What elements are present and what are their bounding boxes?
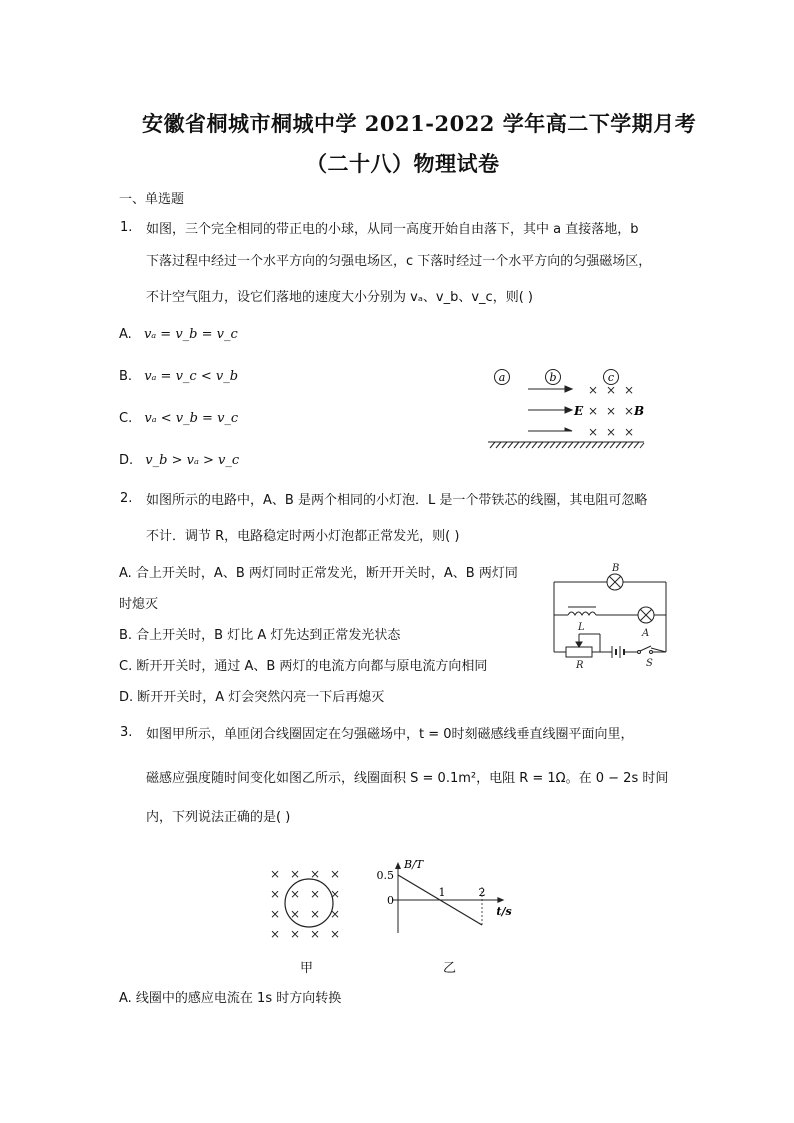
label-B: B bbox=[634, 404, 645, 418]
label-E: E bbox=[574, 404, 584, 418]
svg-text:×: × bbox=[290, 867, 301, 881]
option-label: D. bbox=[119, 453, 134, 468]
svg-text:×: × bbox=[330, 887, 341, 901]
question-number: 3. bbox=[120, 725, 133, 740]
question-text: 磁感应强度随时间变化如图乙所示，线圈面积 S = 0.1m²，电阻 R = 1Ω。在 0 − 2s 时间 bbox=[146, 771, 669, 786]
electric-field-arrows bbox=[528, 386, 572, 431]
option-text: vₐ = v_b = v_c bbox=[143, 327, 238, 342]
option-c[interactable] bbox=[119, 411, 238, 426]
svg-text:×: × bbox=[606, 425, 617, 439]
svg-text:×: × bbox=[606, 404, 617, 418]
svg-text:×: × bbox=[310, 927, 321, 941]
switch-s bbox=[638, 646, 653, 654]
data-line-segment bbox=[398, 875, 440, 900]
option-d[interactable]: D. 断开开关时，A 灯会突然闪亮一下后再熄灭 bbox=[119, 690, 385, 705]
option-b[interactable]: B. 合上开关时，B 灯比 A 灯先达到正常发光状态 bbox=[119, 628, 401, 643]
page-subtitle: （二十八）物理试卷 bbox=[306, 151, 500, 176]
section-heading: 一、单选题 bbox=[119, 192, 185, 207]
question-text: 下落过程中经过一个水平方向的匀强电场区，c 下落时经过一个水平方向的匀强磁场区， bbox=[146, 254, 652, 269]
magnetic-field-crosses bbox=[588, 383, 634, 439]
inductor-l bbox=[568, 607, 596, 615]
lamp-a-label: A bbox=[642, 628, 650, 639]
svg-text:×: × bbox=[588, 425, 599, 439]
option-b[interactable] bbox=[119, 369, 238, 384]
q1-figure bbox=[484, 362, 652, 454]
question-number: 1. bbox=[120, 220, 133, 235]
option-a[interactable]: A. 线圈中的感应电流在 1s 时方向转换 bbox=[119, 991, 342, 1006]
question-text: 如图所示的电路中，A、B 是两个相同的小灯泡．L 是一个带铁芯的线圈，其电阻可忽略 bbox=[146, 493, 648, 508]
option-a[interactable]: A. 合上开关时，A、B 两灯同时正常发光，断开开关时，A、B 两灯同 bbox=[119, 566, 518, 581]
lamp-b bbox=[607, 574, 623, 590]
svg-text:×: × bbox=[270, 907, 281, 921]
svg-text:×: × bbox=[624, 383, 635, 397]
question-text: 如图，三个完全相同的带正电的小球，从同一高度开始自由落下，其中 a 直接落地，b bbox=[146, 222, 639, 237]
question-text: 如图甲所示，单匝闭合线圈固定在匀强磁场中，t = 0时刻磁感线垂直线圈平面向里， bbox=[146, 727, 634, 742]
y-tick-label: 0.5 bbox=[376, 869, 394, 882]
magnetic-field-crosses bbox=[270, 867, 340, 941]
inductor-label: L bbox=[578, 622, 585, 633]
question-number: 2. bbox=[120, 491, 133, 506]
figure-caption-yi: 乙 bbox=[443, 961, 457, 976]
svg-text:×: × bbox=[310, 907, 321, 921]
svg-text:×: × bbox=[290, 887, 301, 901]
option-label: B. bbox=[119, 369, 133, 384]
svg-text:×: × bbox=[624, 404, 635, 418]
q3-bt-graph bbox=[368, 838, 536, 938]
switch-label: S bbox=[646, 658, 653, 669]
option-c[interactable]: C. 断开开关时，通过 A、B 两灯的电流方向都与原电流方向相同 bbox=[119, 659, 488, 674]
y-axis-arrow bbox=[395, 862, 401, 869]
q2-circuit bbox=[548, 562, 670, 670]
option-text: v_b > vₐ > v_c bbox=[145, 453, 240, 468]
option-text: vₐ < v_b = v_c bbox=[144, 411, 239, 426]
svg-text:×: × bbox=[270, 887, 281, 901]
option-label: C. bbox=[119, 411, 133, 426]
svg-text:×: × bbox=[270, 927, 281, 941]
option-text: vₐ = v_c < v_b bbox=[144, 369, 239, 384]
lamp-a bbox=[638, 607, 654, 623]
rheostat-label: R bbox=[576, 660, 584, 670]
svg-text:×: × bbox=[310, 867, 321, 881]
y-tick-label: 0 bbox=[387, 894, 394, 907]
ground bbox=[488, 442, 644, 448]
page-title: 安徽省桐城市桐城中学 2021-2022 学年高二下学期月考 bbox=[142, 111, 697, 136]
option-label: A. bbox=[119, 327, 132, 342]
svg-text:c: c bbox=[607, 371, 615, 384]
svg-text:×: × bbox=[270, 867, 281, 881]
rheostat-r bbox=[566, 634, 600, 657]
x-tick-label: 2 bbox=[478, 886, 486, 899]
svg-text:×: × bbox=[310, 887, 321, 901]
svg-text:×: × bbox=[330, 927, 341, 941]
svg-text:b: b bbox=[549, 371, 557, 384]
coil bbox=[285, 879, 333, 927]
option-a[interactable] bbox=[119, 327, 238, 342]
lamp-b-label: B bbox=[612, 563, 620, 574]
option-a-continued: 时熄灭 bbox=[119, 597, 159, 612]
data-line-segment bbox=[440, 900, 482, 925]
question-text: 不计空气阻力，设它们落地的速度大小分别为 vₐ、v_b、v_c，则( ) bbox=[146, 290, 533, 305]
svg-text:×: × bbox=[588, 383, 599, 397]
option-d[interactable] bbox=[119, 453, 239, 468]
svg-text:×: × bbox=[624, 425, 635, 439]
svg-text:×: × bbox=[290, 907, 301, 921]
svg-text:×: × bbox=[606, 383, 617, 397]
svg-text:×: × bbox=[588, 404, 599, 418]
question-text: 不计．调节 R，电路稳定时两小灯泡都正常发光，则( ) bbox=[146, 529, 460, 544]
svg-text:×: × bbox=[290, 927, 301, 941]
q3-figure-jia bbox=[268, 862, 350, 944]
ball-b bbox=[546, 370, 561, 385]
x-axis-arrow bbox=[497, 897, 504, 903]
svg-text:a: a bbox=[498, 371, 506, 384]
ball-a bbox=[495, 370, 510, 385]
question-text: 内，下列说法正确的是( ) bbox=[146, 810, 291, 825]
battery bbox=[612, 646, 624, 658]
figure-caption-jia: 甲 bbox=[300, 961, 314, 976]
svg-text:×: × bbox=[330, 867, 341, 881]
y-axis-label: B/T bbox=[404, 858, 424, 871]
x-tick-label: 1 bbox=[438, 886, 446, 899]
x-axis-label: t/s bbox=[496, 905, 512, 918]
svg-text:×: × bbox=[330, 907, 341, 921]
